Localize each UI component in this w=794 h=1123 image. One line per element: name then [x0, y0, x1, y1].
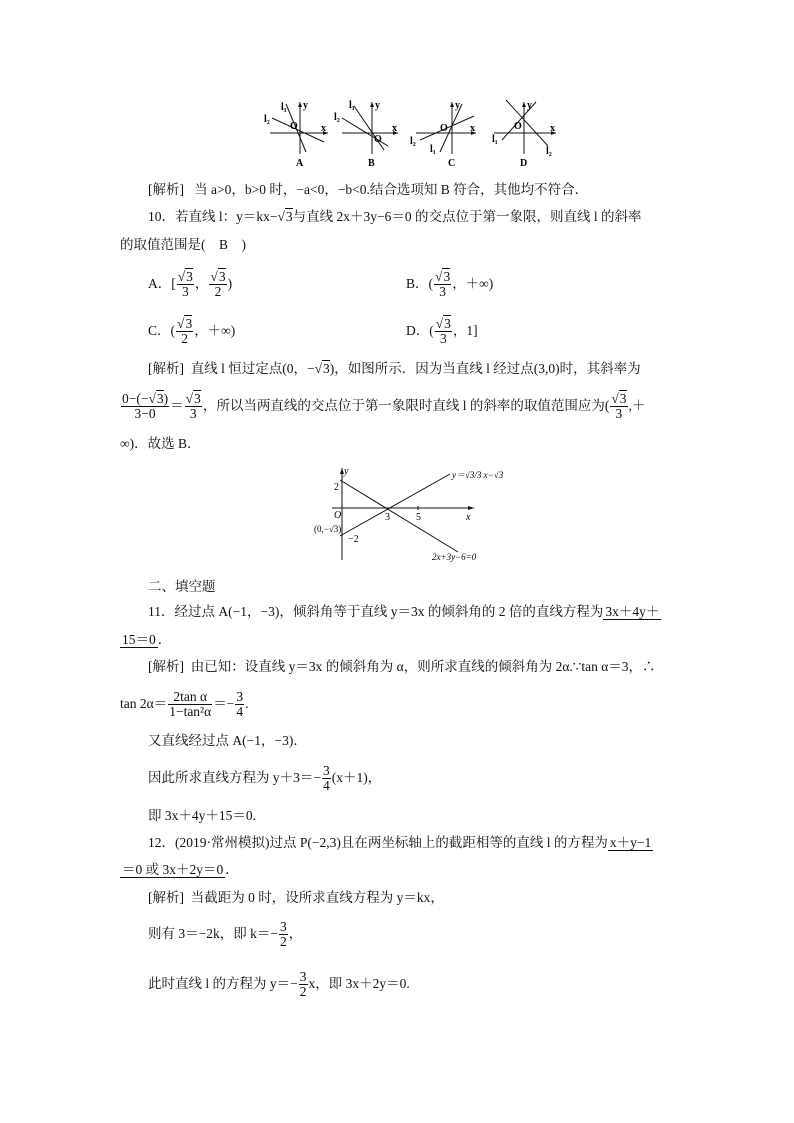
- panel-c-y-label: y: [455, 100, 460, 111]
- separator: ，: [194, 276, 209, 291]
- analysis-tag: [解析]: [148, 182, 184, 197]
- panel-d-x-label: x: [550, 123, 555, 134]
- q10-option-b: [406, 264, 493, 304]
- option-rest: ，＋∞): [194, 323, 236, 338]
- q10-stem-part: 10．若直线 l：y＝kx−: [148, 209, 278, 224]
- section-title: 二、填空题: [148, 579, 216, 594]
- panel-c-line2: l₂: [410, 136, 416, 147]
- panel-c-line1: l₁: [430, 144, 436, 155]
- q10-stem-line1: 10．若直线 l：y＝kx−√3与直线 2x＋3y−6＝0 的交点位于第一象限，则直线 l 的斜率: [148, 209, 642, 224]
- option-rest: ，1]: [452, 323, 478, 338]
- q10-analysis-line3: ∞)．故选 B．: [120, 436, 201, 451]
- q10-stem-line2: 的取值范围是( B ): [120, 237, 246, 252]
- bracket: (: [428, 276, 434, 291]
- range-fraction: $\frac{√3}{3}$: [611, 391, 627, 422]
- q11-answer-part2: 15＝0: [122, 632, 156, 647]
- panel-d-origin: O: [514, 121, 522, 132]
- panel-d-y-label: y: [527, 100, 532, 111]
- figure-options-graphs: [262, 96, 562, 170]
- panel-b-y-label: y: [375, 100, 380, 111]
- mid-y-label: y: [344, 466, 349, 477]
- panel-b: [334, 100, 398, 169]
- panel-d-line1: l₁: [492, 134, 498, 145]
- q11-tan2a: tan 2α＝ $\frac{\text{2tan α}}{\text{1−tan²α}}$ ＝− $\frac{3}{4}$ .: [120, 689, 249, 720]
- panel-a-line1: l₁: [281, 102, 287, 113]
- q11-analysis-line1: [解析] 由已知：设直线 y＝3x 的倾斜角为 α，则所求直线的倾斜角为 2α.∵tan α＝3，∴: [148, 659, 656, 674]
- sqrt-radicand: 3: [285, 209, 293, 224]
- fixed-point-label: (0,−√3): [314, 524, 342, 534]
- panel-d-label: D: [520, 158, 528, 169]
- fraction: $\frac{√3}{3}$: [177, 269, 193, 300]
- panel-d-line2: l₂: [546, 146, 552, 157]
- q11-stem-line1: 11．经过点 A(−1，−3)，倾斜角等于直线 y＝3x 的倾斜角的 2 倍的直线方程为 3x＋4y＋: [148, 604, 660, 619]
- panel-b-origin: O: [374, 134, 382, 145]
- result-fraction: $\frac{3}{4}$: [236, 689, 244, 720]
- analysis-tag: [解析]: [148, 659, 184, 674]
- line1-label: y＝√3/3 x−√3: [452, 470, 504, 480]
- bracket: (: [429, 323, 434, 338]
- tick-minus-2: −2: [348, 534, 359, 545]
- slope-fraction: $\frac{3}{4}$: [323, 763, 330, 794]
- slope-value: $\frac{√3}{3}$: [185, 391, 201, 422]
- q10-option-a: [148, 264, 232, 304]
- fraction: $\frac{√3}{3}$: [435, 316, 451, 347]
- analysis-tag: [解析]: [148, 890, 184, 905]
- q11-line-pass: 又直线经过点 A(−1，−3)．: [148, 733, 307, 748]
- double-angle-fraction: $\frac{\text{2tan α}}{\text{1−tan²α}}$: [169, 689, 212, 720]
- bracket: ): [227, 276, 233, 291]
- panel-a-x-label: x: [321, 123, 326, 134]
- q10-option-d: [406, 311, 478, 351]
- panel-c-x-label: x: [470, 123, 475, 134]
- q11-stem-line2: 15＝0 ．: [122, 632, 172, 647]
- q12-stem-line2: ＝0 或 3x＋2y＝0 ．: [122, 862, 239, 877]
- bracket: (: [170, 323, 176, 338]
- q9-analysis: [148, 181, 588, 199]
- panel-c: [410, 100, 476, 169]
- q11-final: 即 3x＋4y＋15＝0.: [148, 808, 256, 823]
- panel-d: [492, 100, 556, 169]
- q11-answer-part1: 3x＋4y＋: [605, 604, 660, 619]
- panel-b-x-label: x: [392, 123, 397, 134]
- panel-a-line2: l₂: [264, 114, 270, 125]
- q12-analysis-line1: [解析] 当截距为 0 时，设所求直线方程为 y＝kx，: [148, 890, 444, 905]
- q12-analysis-line3: 此时直线 l 的方程为 y＝− $\frac{3}{2}$ x，即 3x＋2y＝0.: [148, 969, 410, 1000]
- q12-answer-part2: ＝0 或 3x＋2y＝0: [122, 862, 224, 877]
- mid-x-label: x: [466, 512, 471, 523]
- tick-5: 5: [416, 512, 421, 523]
- tick-2: 2: [334, 482, 339, 493]
- panel-b-line1: l₁: [349, 100, 355, 111]
- line2-label: 2x+3y−6=0: [432, 552, 477, 562]
- q11-line-eq: 因此所求直线方程为 y＋3＝− $\frac{3}{4}$ (x＋1)，: [148, 763, 382, 794]
- panel-c-label: C: [448, 158, 456, 169]
- q12-stem-line1: 12．(2019·常州模拟)过点 P(−2,3)且在两坐标轴上的截距相等的直线 l 的方程为 x＋y−1: [148, 835, 652, 850]
- panel-b-line2: l₂: [334, 112, 340, 123]
- q10-analysis-line1: [解析] 直线 l 恒过定点(0，−√3)，如图所示．因为当直线 l 经过点(3,0)时，其斜率为: [148, 361, 641, 376]
- option-label: D．: [406, 323, 430, 338]
- panel-a-y-label: y: [303, 100, 308, 111]
- fraction: $\frac{√3}{2}$: [177, 316, 193, 347]
- bracket: [: [171, 276, 176, 291]
- analysis-tag: [解析]: [148, 361, 184, 376]
- option-label: C．: [148, 323, 171, 338]
- mid-origin: O: [334, 510, 342, 521]
- q12-analysis-line2: 则有 3＝−2k，即 k＝− $\frac{3}{2}$ ，: [148, 919, 303, 950]
- q10-analysis-line2: $\frac{0-(-√3)}{3-0}$ ＝ $\frac{√3}{3}$ ，所以当两直线的交点位于第一象限时直线 l 的斜率的取值范围应为( $\frac{√3}{3}$ ,＋: [122, 391, 646, 422]
- panel-b-label: B: [368, 158, 375, 169]
- option-label: A．: [148, 276, 172, 291]
- fraction: $\frac{√3}{2}$: [210, 269, 226, 300]
- option-rest: ，＋∞): [452, 276, 494, 291]
- fraction: $\frac{√3}{3}$: [435, 269, 451, 300]
- k-fraction: $\frac{3}{2}$: [279, 919, 287, 950]
- figure-two-lines: [310, 464, 510, 568]
- slope-fraction: $\frac{3}{2}$: [299, 969, 307, 1000]
- option-label: B．: [406, 276, 429, 291]
- slope-fraction: $\frac{0-(-√3)}{3-0}$: [122, 391, 169, 422]
- panel-a-label: A: [296, 158, 304, 169]
- panel-c-origin: O: [440, 123, 448, 134]
- panel-a-origin: O: [290, 121, 298, 132]
- q10-option-c: [148, 311, 235, 351]
- q9-analysis-text: 当 a>0，b>0 时，−a<0，−b<0.结合选项知 B 符合，其他均不符合．: [194, 182, 589, 197]
- tick-3: 3: [385, 512, 390, 523]
- panel-a: [264, 100, 328, 169]
- q10-stem-part: 与直线 2x＋3y−6＝0 的交点位于第一象限，则直线 l 的斜率: [292, 209, 642, 224]
- q12-answer-part1: x＋y−1: [609, 835, 652, 850]
